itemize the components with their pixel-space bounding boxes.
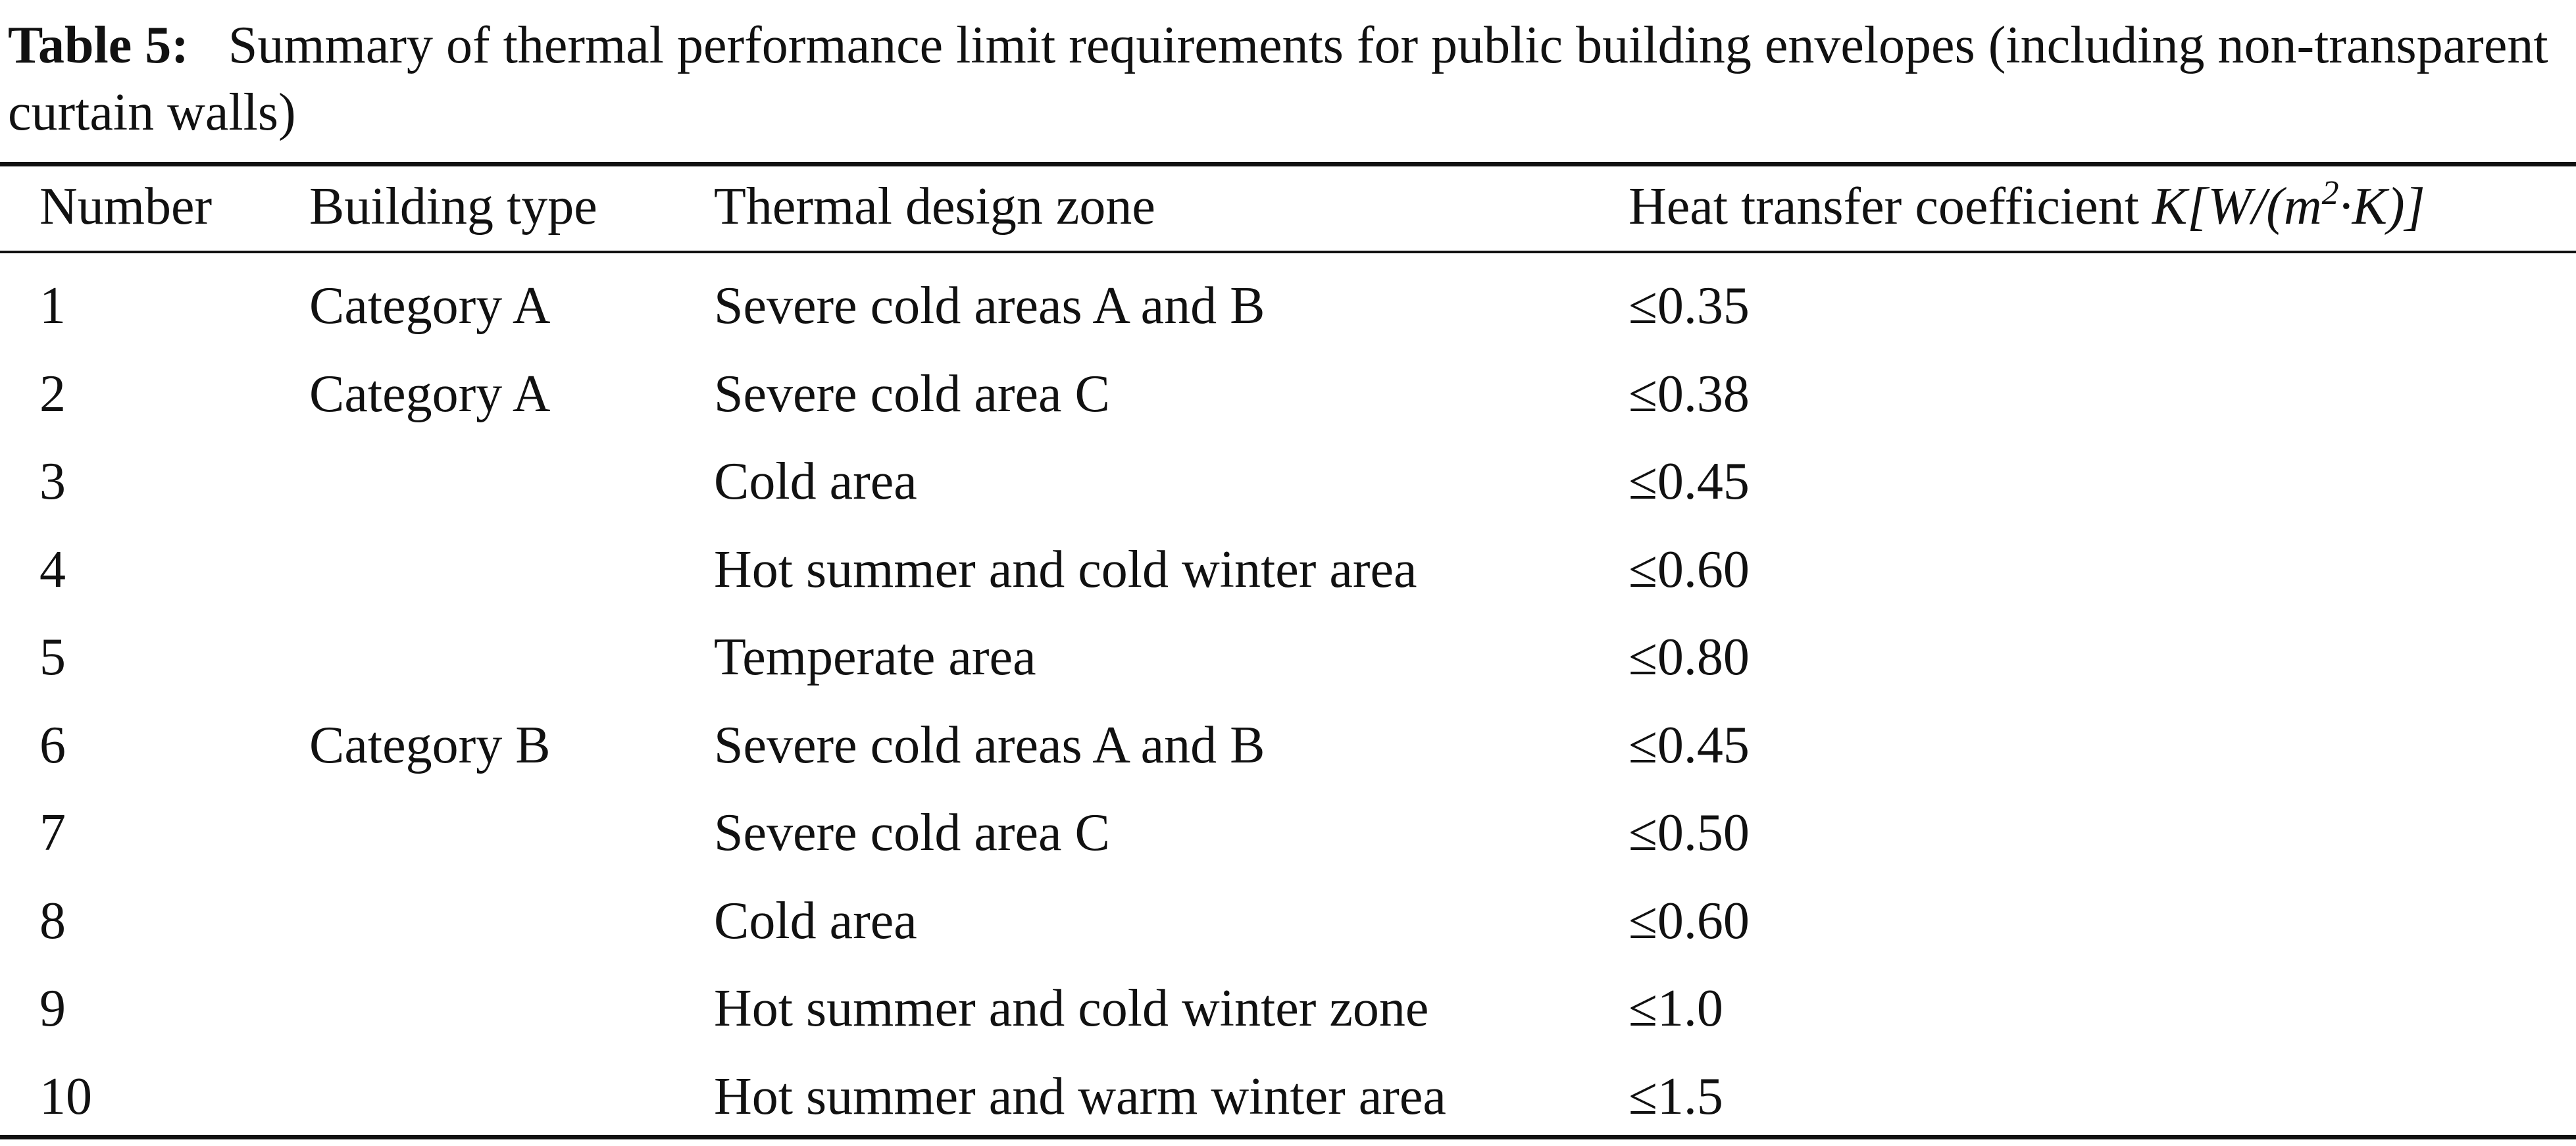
cell-heat-transfer-coefficient: ≤0.38: [1629, 365, 1750, 423]
cell-number: 5: [39, 628, 66, 686]
cell-number: 3: [39, 453, 66, 511]
header-unit-sup: 2: [2321, 174, 2339, 212]
table-row: [0, 877, 2576, 965]
cell-thermal-zone: Cold area: [714, 892, 917, 950]
table-row: [0, 701, 2576, 789]
table-caption-label: Table 5:: [8, 16, 189, 74]
cell-thermal-zone: Severe cold area C: [714, 365, 1110, 423]
cell-number: 8: [39, 892, 66, 950]
cell-thermal-zone: Hot summer and cold winter zone: [714, 980, 1429, 1037]
header-number: Number: [39, 178, 213, 236]
cell-thermal-zone: Hot summer and cold winter area: [714, 541, 1417, 599]
cell-heat-transfer-coefficient: ≤0.45: [1629, 453, 1750, 511]
cell-heat-transfer-coefficient: ≤0.60: [1629, 892, 1750, 950]
table-header-rule: [0, 251, 2576, 253]
header-unit-post: ·K)]: [2338, 178, 2425, 236]
header-unit-pre: K[W/(m: [2152, 178, 2322, 236]
cell-number: 2: [39, 365, 66, 423]
header-coef-prefix: Heat transfer coefficient: [1629, 178, 2152, 236]
cell-thermal-zone: Severe cold areas A and B: [714, 277, 1265, 335]
cell-number: 9: [39, 980, 66, 1037]
table-row: [0, 789, 2576, 877]
cell-thermal-zone: Hot summer and warm winter area: [714, 1068, 1446, 1126]
cell-thermal-zone: Temperate area: [714, 628, 1036, 686]
cell-heat-transfer-coefficient: ≤0.50: [1629, 804, 1750, 862]
cell-number: 7: [39, 804, 66, 862]
cell-number: 10: [39, 1068, 92, 1126]
table-header-row: [0, 162, 2576, 251]
cell-building-type: Category A: [309, 365, 551, 423]
cell-heat-transfer-coefficient: ≤0.60: [1629, 541, 1750, 599]
table-caption-gap: [202, 16, 228, 74]
table-row: [0, 437, 2576, 526]
table-caption: [8, 12, 2567, 146]
header-building-type: Building type: [309, 178, 597, 236]
cell-building-type: Category A: [309, 277, 551, 335]
cell-number: 6: [39, 716, 66, 774]
header-thermal-zone: Thermal design zone: [714, 178, 1155, 236]
table-row: [0, 1053, 2576, 1141]
header-coef-unit: [2152, 174, 2425, 236]
table-caption-text: Summary of thermal performance limit requirements for public building envelopes (including non-transparent curtain walls): [8, 16, 2548, 141]
header-heat-transfer-coefficient: [1629, 162, 2425, 251]
cell-thermal-zone: Severe cold area C: [714, 804, 1110, 862]
table-row: [0, 526, 2576, 614]
cell-heat-transfer-coefficient: ≤1.0: [1629, 980, 1723, 1037]
cell-number: 1: [39, 277, 66, 335]
cell-heat-transfer-coefficient: ≤0.35: [1629, 277, 1750, 335]
table-row: [0, 350, 2576, 438]
cell-number: 4: [39, 541, 66, 599]
cell-heat-transfer-coefficient: ≤1.5: [1629, 1068, 1723, 1126]
table-row: [0, 613, 2576, 701]
cell-thermal-zone: Severe cold areas A and B: [714, 716, 1265, 774]
table-row: [0, 964, 2576, 1053]
cell-thermal-zone: Cold area: [714, 453, 917, 511]
table-row: [0, 262, 2576, 350]
cell-building-type: Category B: [309, 716, 551, 774]
table-bottom-rule: [0, 1135, 2576, 1139]
cell-heat-transfer-coefficient: ≤0.80: [1629, 628, 1750, 686]
cell-heat-transfer-coefficient: ≤0.45: [1629, 716, 1750, 774]
